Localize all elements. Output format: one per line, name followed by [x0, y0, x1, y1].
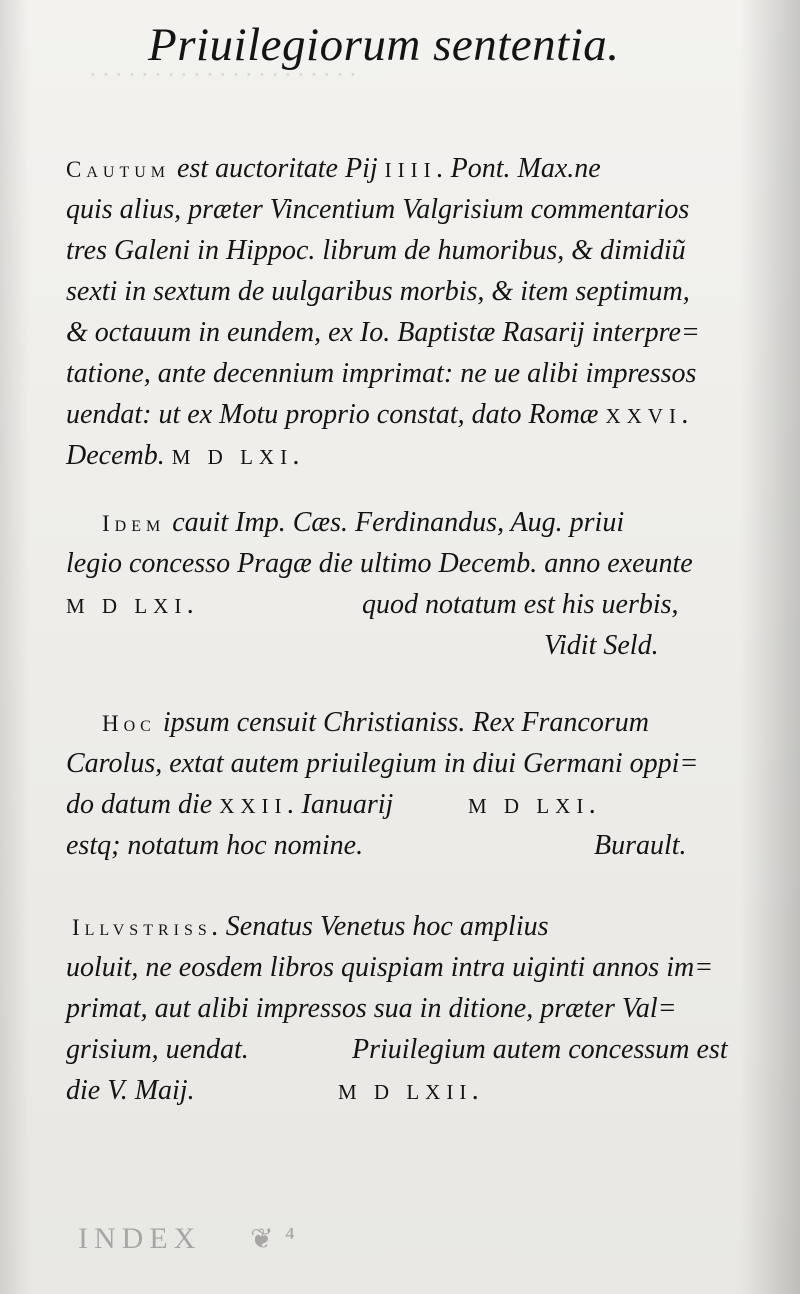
text-line: estq; notatum hoc nomine. Burault. [66, 825, 766, 866]
privilege-paragraph-carolus [66, 702, 766, 866]
page-title: Priuilegiorum sententia. [148, 19, 620, 71]
text-line: tres Galeni in Hippoc. librum de humoribus, & dimidiũ [66, 235, 686, 266]
initial-word: Cautum [66, 157, 171, 182]
text-line: Cautum est auctoritate Pij IIII. Pont. Max.ne [66, 153, 601, 184]
text-line: M D LXI. quod notatum est his uerbis, [66, 589, 679, 620]
fleuron-ornament-icon: ❦ [250, 1224, 274, 1255]
signature-burault: Burault. [594, 830, 687, 861]
text-line: Idem cauit Imp. Cæs. Ferdinandus, Aug. priui [102, 507, 625, 538]
text-line: tatione, ante decennium imprimat: ne ue alibi impressos [66, 358, 697, 389]
privilege-paragraph-venice [66, 906, 766, 1111]
text-line: uendat: ut ex Motu proprio constat, dato Romæ XXVI. [66, 399, 689, 430]
text-line: grisium, uendat. Priuilegium autem concessum est [66, 1034, 728, 1065]
text-line: die V. Maij. M D LXII. [66, 1075, 480, 1106]
text-line: do datum die XXII. Ianuarij M D LXI. [66, 789, 597, 820]
show-through-text: · · · · · · · · · · · · · · · · · · · · · [90, 60, 357, 89]
catchword: INDEX [78, 1222, 202, 1255]
text-line: quis alius, præter Vincentium Valgrisium commentarios [66, 194, 690, 225]
initial-word: Idem [102, 511, 166, 536]
privilege-paragraph-pius [66, 148, 766, 476]
privilege-paragraph-ferdinand [66, 502, 766, 666]
text-line: sexti in sextum de uulgaribus morbis, & item septimum, [66, 276, 690, 307]
text-line: legio concesso Pragæ die ultimo Decemb. anno exeunte [66, 548, 693, 579]
text-line: primat, aut alibi impressos sua in ditione, præter Val= [66, 993, 677, 1024]
text-line: Hoc ipsum censuit Christianiss. Rex Francorum [102, 707, 649, 738]
text-line [66, 625, 766, 666]
text-line: Illvstriss. Senatus Venetus hoc amplius [72, 911, 549, 942]
initial-word: Hoc [102, 711, 156, 736]
signature-mark-icon: ⁴ [285, 1222, 295, 1253]
text-line: Carolus, extat autem priuilegium in diui Germani oppi= [66, 748, 699, 779]
text-line: Decemb. M D LXI. [66, 440, 301, 471]
text-line: & octauum in eundem, ex Io. Baptistæ Rasarij interpre= [66, 317, 700, 348]
signature-seld: Vidit Seld. [544, 630, 659, 661]
text-line: uoluit, ne eosdem libros quispiam intra uiginti annos im= [66, 952, 714, 983]
initial-word: Illvstriss [72, 915, 212, 940]
